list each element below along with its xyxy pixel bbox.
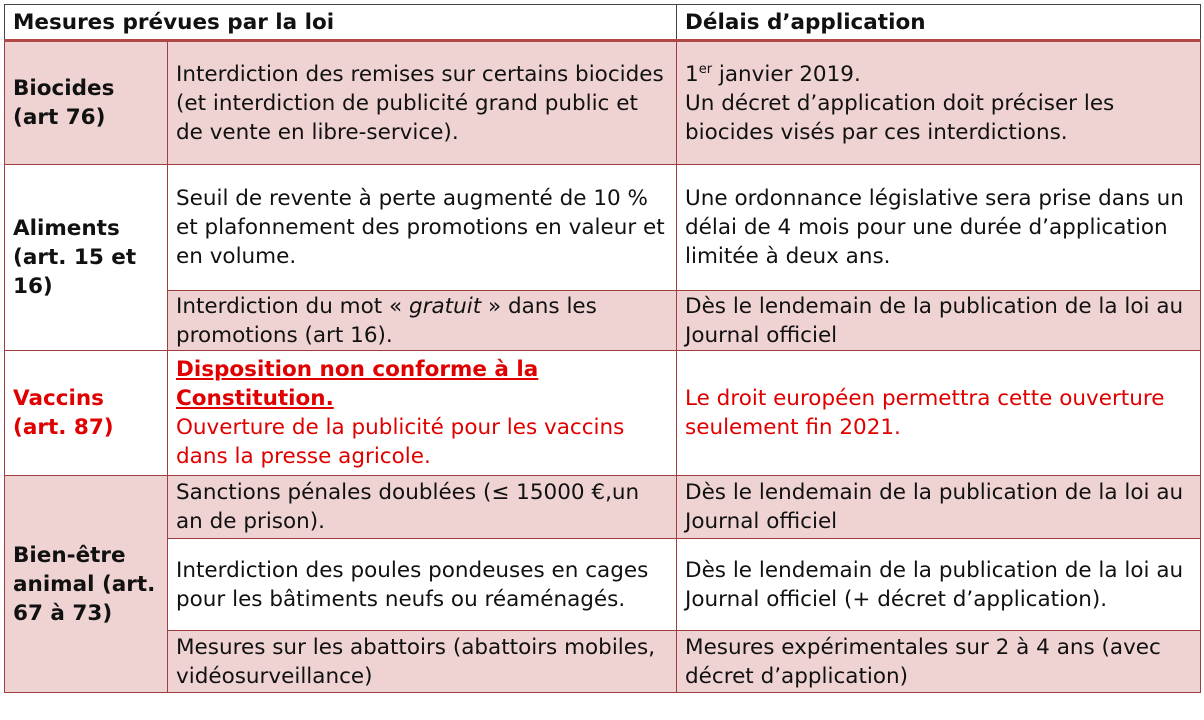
- table-row-biocides: [5, 41, 1201, 165]
- delay-date-sup: er: [698, 61, 713, 77]
- measure-cell: Mesures sur les abattoirs (abattoirs mobiles, vidéosurveillance): [168, 631, 677, 693]
- delay-date-rest: janvier 2019.: [712, 61, 861, 87]
- delay-cell: Le droit européen permettra cette ouverture seulement fin 2021.: [677, 351, 1201, 476]
- measure-cell: [168, 291, 677, 351]
- table-row-aliments-2: [5, 291, 1201, 351]
- table-row-animal-2: [5, 539, 1201, 631]
- delay-cell: Dès le lendemain de la publication de la loi au Journal officiel: [677, 476, 1201, 539]
- header-row: [5, 5, 1201, 41]
- table-row-animal-3: [5, 631, 1201, 693]
- measures-table: [4, 4, 1201, 693]
- category-aliments: Aliments (art. 15 et 16): [5, 165, 168, 351]
- measure-cell: [168, 351, 677, 476]
- measure-warning: Disposition non conforme à la Constitution.: [176, 357, 539, 411]
- category-biocides: Biocides (art 76): [5, 41, 168, 165]
- measure-text-pre: Interdiction du mot «: [176, 293, 410, 319]
- measure-cell: Interdiction des remises sur certains biocides (et interdiction de publicité grand public et de vente en libre-service).: [168, 41, 677, 165]
- measure-text-em: gratuit: [409, 293, 482, 319]
- delay-date-day: 1: [685, 61, 699, 87]
- delay-cell: Mesures expérimentales sur 2 à 4 ans (avec décret d’application): [677, 631, 1201, 693]
- table-row-vaccins: [5, 351, 1201, 476]
- header-delays: Délais d’application: [677, 5, 1201, 41]
- measure-text-post: » dans les promotions (art 16).: [176, 293, 597, 348]
- table-row-animal-1: [5, 476, 1201, 539]
- delay-cell: [677, 41, 1201, 165]
- delay-note: Un décret d’application doit préciser les biocides visés par ces interdictions.: [685, 90, 1115, 145]
- table-row-aliments-1: [5, 165, 1201, 291]
- measure-text: Ouverture de la publicité pour les vaccins dans la presse agricole.: [176, 415, 625, 469]
- measure-cell: Seuil de revente à perte augmenté de 10 % et plafonnement des promotions en valeur et en volume.: [168, 165, 677, 291]
- category-vaccins: Vaccins (art. 87): [5, 351, 168, 476]
- delay-cell: Une ordonnance législative sera prise dans un délai de 4 mois pour une durée d’application limitée à deux ans.: [677, 165, 1201, 291]
- category-animal: Bien-être animal (art. 67 à 73): [5, 476, 168, 693]
- measure-cell: Interdiction des poules pondeuses en cages pour les bâtiments neufs ou réaménagés.: [168, 539, 677, 631]
- measure-cell: Sanctions pénales doublées (≤ 15000 €,un an de prison).: [168, 476, 677, 539]
- delay-cell: Dès le lendemain de la publication de la loi au Journal officiel (+ décret d’application).: [677, 539, 1201, 631]
- delay-cell: Dès le lendemain de la publication de la loi au Journal officiel: [677, 291, 1201, 351]
- header-measures: Mesures prévues par la loi: [5, 5, 677, 41]
